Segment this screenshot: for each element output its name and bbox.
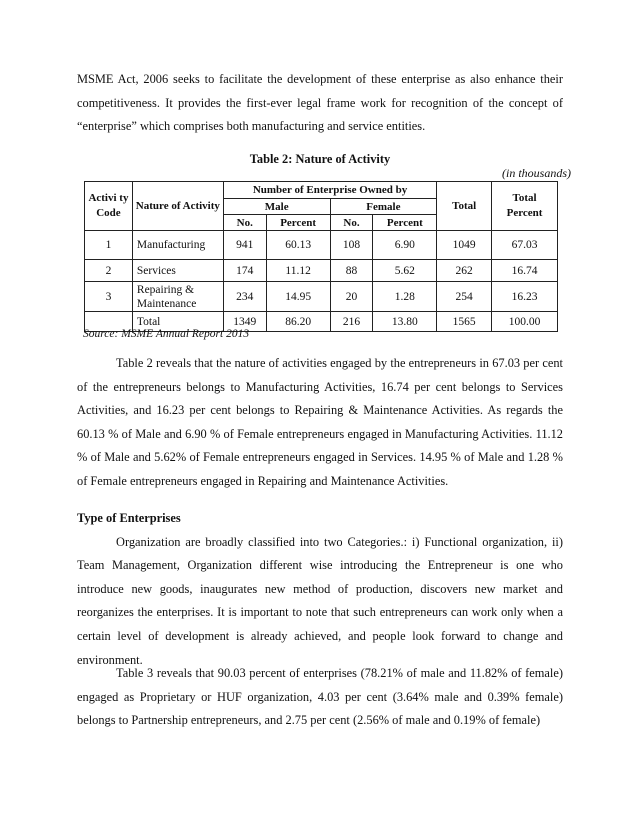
header-male-no: No. [223,215,266,231]
cell-male-percent: 86.20 [266,312,330,332]
cell-nature: Manufacturing [132,231,223,260]
cell-nature: Services [132,260,223,282]
table-row [85,260,558,282]
paragraph-table3: Table 3 reveals that 90.03 percent of enterprises (78.21% of male and 11.82% of female) engaged as Proprietary or HUF organization, 4.03 per cent (3.64% male and 0.39% female) belongs to Partnership entrepreneurs, and 2.75 per cent (2.56% of male and 0.19% of female) [77,666,563,728]
header-female-percent: Percent [373,215,437,231]
paragraph-enterprise-types: Organization are broadly classified into two Categories.: i) Functional organization, ii) Team Management, Organization different wise introducing the Entrepreneur is one who introduce new goods, inaugurates new method of production, discovers new market and reorganizes the enterprises. It is important to note that such entrepreneurs can work only when a certain level of development is already achieved, and people look forward to change and environment. [77,534,563,667]
cell-female-no: 88 [330,260,373,282]
cell-total-percent: 67.03 [492,231,558,260]
cell-male-percent: 14.95 [266,282,330,312]
header-total: Total [437,182,492,231]
cell-nature: Repairing & Maintenance [132,282,223,312]
cell-female-percent: 13.80 [373,312,437,332]
cell-female-no: 20 [330,282,373,312]
header-activity-code: Activi ty Code [85,182,133,231]
cell-female-percent: 6.90 [373,231,437,260]
cell-male-no: 174 [223,260,266,282]
cell-total: 1049 [437,231,492,260]
cell-male-percent: 60.13 [266,231,330,260]
table-row [85,282,558,312]
cell-male-percent: 11.12 [266,260,330,282]
cell-male-no: 1349 [223,312,266,332]
cell-female-percent: 1.28 [373,282,437,312]
header-female-no: No. [330,215,373,231]
cell-total-percent: 100.00 [492,312,558,332]
cell-total: 1565 [437,312,492,332]
cell-male-no: 941 [223,231,266,260]
intro-paragraph: MSME Act, 2006 seeks to facilitate the development of these enterprise as also enhance their competitiveness. It provides the first-ever legal frame work for recognition of the concept of “enterprise” which comprises both manufacturing and service entities. [77,72,563,134]
header-nature: Nature of Activity [132,182,223,231]
cell-code: 2 [85,260,133,282]
header-male-percent: Percent [266,215,330,231]
cell-total: 262 [437,260,492,282]
table-title: Table 2: Nature of Activity [249,152,391,166]
header-male: Male [223,199,330,215]
cell-total: 254 [437,282,492,312]
header-owned-by: Number of Enterprise Owned by [223,182,436,199]
paragraph-table-analysis: Table 2 reveals that the nature of activities engaged by the entrepreneurs in 67.03 per cent of the entrepreneurs belongs to Manufacturing Activities, 16.74 per cent belongs to Services Activities, and 16.23 per cent belongs to Repairing & Maintenance Activities. As regards the 60.13 % of Male and 6.90 % of Female entrepreneurs engaged in Manufacturing Activities. 11.12 % of Male and 5.62% of Female entrepreneurs engaged in Services. 14.95 % of Male and 1.28 % of Female entrepreneurs engaged in Repairing and Maintenance Activities. [77,356,563,488]
cell-code: 1 [85,231,133,260]
cell-female-no: 216 [330,312,373,332]
nature-of-activity-table [84,181,558,332]
table-row [85,231,558,260]
cell-total-percent: 16.74 [492,260,558,282]
table-unit-note: (in thousands) [502,166,571,180]
header-total-percent: Total Percent [492,182,558,231]
cell-total-percent: 16.23 [492,282,558,312]
cell-nature: Total [132,312,223,332]
cell-female-no: 108 [330,231,373,260]
table-source: Source: MSME Annual Report 2013 [83,328,250,340]
cell-female-percent: 5.62 [373,260,437,282]
cell-male-no: 234 [223,282,266,312]
header-female: Female [330,199,437,215]
cell-code: 3 [85,282,133,312]
section-heading: Type of Enterprises [77,511,181,525]
